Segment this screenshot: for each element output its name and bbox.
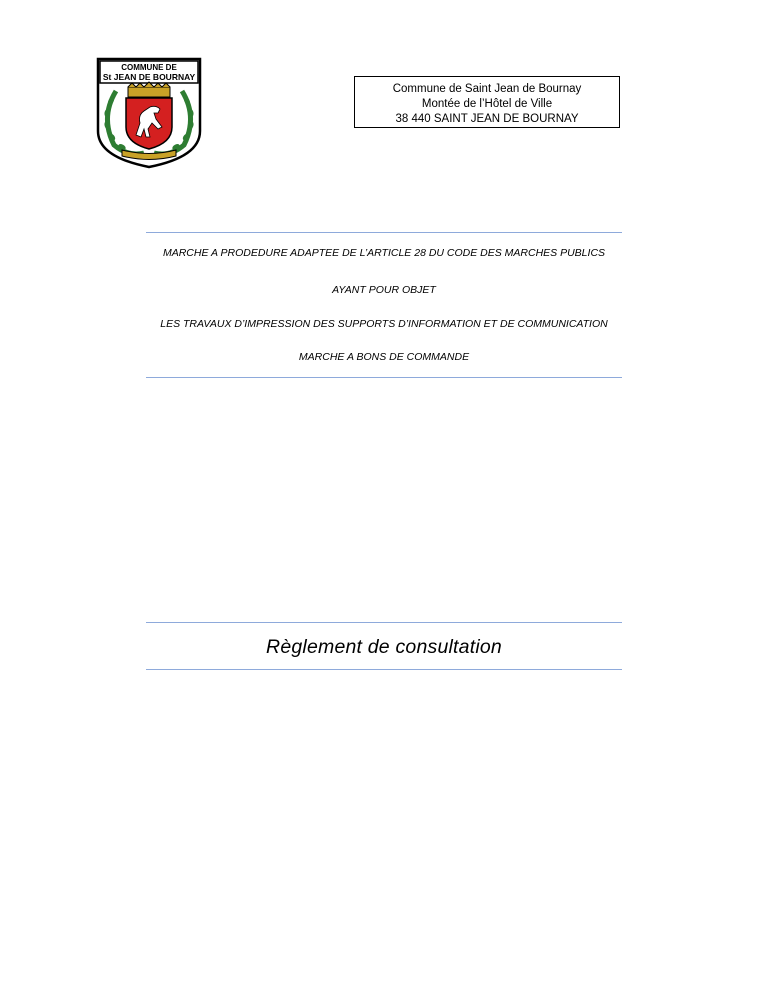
procurement-line-2: AYANT POUR OBJET xyxy=(332,284,436,296)
address-line-2: Montée de l’Hôtel de Ville xyxy=(421,98,553,110)
middle-divider xyxy=(146,377,622,378)
logo-crown xyxy=(128,87,170,97)
coat-of-arms-logo xyxy=(94,57,204,169)
procurement-line-4: MARCHE A BONS DE COMMANDE xyxy=(298,351,470,363)
address-box xyxy=(354,76,620,128)
top-divider xyxy=(146,232,622,233)
title-top-divider xyxy=(146,622,622,623)
address-line-3: 38 440 SAINT JEAN DE BOURNAY xyxy=(395,113,579,125)
logo-banner-line1: COMMUNE DE xyxy=(121,63,177,72)
title-bottom-divider xyxy=(146,669,622,670)
document-title: Règlement de consultation xyxy=(266,636,502,658)
logo-banner-line2: St JEAN DE BOURNAY xyxy=(102,72,196,82)
address-line-1: Commune de Saint Jean de Bournay xyxy=(392,83,582,95)
procurement-line-3: LES TRAVAUX D’IMPRESSION DES SUPPORTS D’INFORMATION ET DE COMMUNICATION xyxy=(160,318,608,330)
procurement-line-1: MARCHE A PRODEDURE ADAPTEE DE L’ARTICLE 28 DU CODE DES MARCHES PUBLICS xyxy=(162,247,606,259)
